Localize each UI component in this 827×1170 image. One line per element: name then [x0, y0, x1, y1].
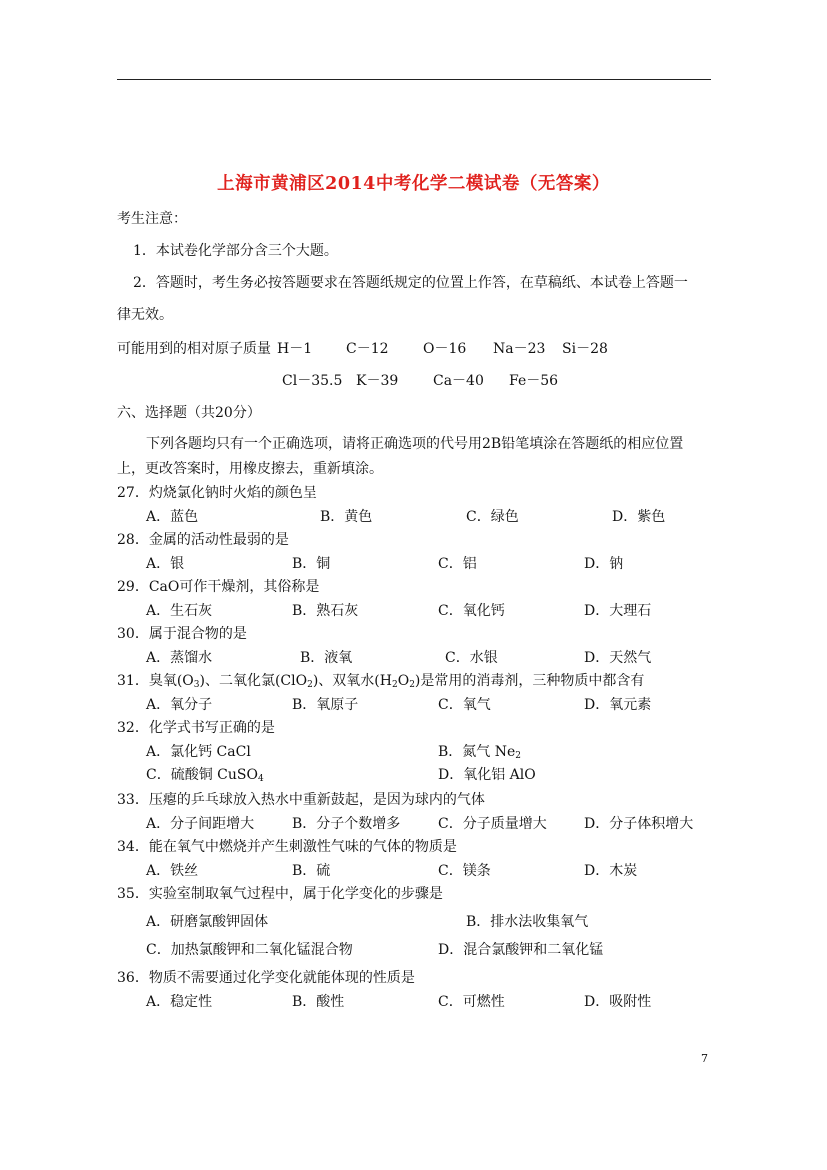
question-32-stem: 32．化学式书写正确的是 [117, 720, 275, 736]
question-27-option-b: B．黄色 [320, 509, 373, 525]
instructions-line-2: 上，更改答案时，用橡皮擦去，重新填涂。 [117, 461, 383, 477]
question-28-option-a: A．银 [146, 556, 185, 572]
question-31-stem: 31．臭氧$(O_3)$、二氧化氯(ClO$_2$)、双氧水$(H_2O_2)$是常用的消毒剂，三种物质中都含有 [117, 673, 645, 690]
page-title: 上海市黄浦区2014中考化学二模试卷（无答案） [217, 174, 610, 194]
question-35-option-c: C．加热氯酸钾和二氧化锰混合物 [146, 942, 353, 958]
question-30-stem: 30．属于混合物的是 [117, 626, 247, 642]
atomic-mass-h: H－1 [277, 341, 313, 357]
atomic-mass-label: 可能用到的相对原子质量 [117, 341, 271, 357]
question-32-option-d: D．氧化铝 AlO [438, 767, 536, 783]
question-36-stem: 36．物质不需要通过化学变化就能体现的性质是 [117, 970, 415, 986]
atomic-mass-k: K－39 [356, 373, 399, 389]
notice-heading: 考生注意： [117, 211, 187, 227]
question-33-stem: 33．压瘪的乒乓球放入热水中重新鼓起，是因为球内的气体 [117, 792, 485, 808]
section-heading: 六、选择题（共20分） [117, 405, 261, 421]
question-36-option-c: C．可燃性 [438, 994, 505, 1010]
question-29-option-d: D．大理石 [584, 603, 652, 619]
atomic-mass-fe: Fe－56 [509, 373, 559, 389]
instructions-line-1: 下列各题均只有一个正确选项，请将正确选项的代号用2B铅笔填涂在答题纸的相应位置 [146, 436, 684, 452]
question-28-stem: 28．金属的活动性最弱的是 [117, 532, 289, 548]
question-30-option-b: B．液氧 [300, 650, 353, 666]
question-31-option-c: C．氧气 [438, 697, 491, 713]
question-27-stem: 27．灼烧氯化钠时火焰的颜色呈 [117, 485, 317, 501]
question-29-option-b: B．熟石灰 [292, 603, 359, 619]
question-35-option-b: B．排水法收集氧气 [466, 914, 589, 930]
question-33-option-b: B．分子个数增多 [292, 816, 401, 832]
question-36-option-d: D．吸附性 [584, 994, 652, 1010]
question-36-option-b: B．酸性 [292, 994, 345, 1010]
atomic-mass-ca: Ca－40 [433, 373, 484, 389]
atomic-mass-cl: Cl－35.5 [282, 373, 343, 389]
question-34-option-a: A．铁丝 [146, 863, 199, 879]
notice-item-2b: 律无效。 [117, 307, 173, 323]
question-28-option-b: B．铜 [292, 556, 331, 572]
question-34-stem: 34．能在氧气中燃烧并产生刺激性气味的气体的物质是 [117, 839, 457, 855]
question-27-option-c: C．绿色 [466, 509, 519, 525]
question-34-option-d: D．木炭 [584, 863, 638, 879]
question-32-option-a: A．氯化钙 CaCl [146, 744, 251, 760]
question-33-option-c: C．分子质量增大 [438, 816, 547, 832]
question-31-option-a: A．氧分子 [146, 697, 213, 713]
question-32-option-c: C．硫酸铜 CuSO$_4$ [146, 767, 264, 784]
notice-item-2a: 2．答题时，考生务必按答题要求在答题纸规定的位置上作答，在草稿纸、本试卷上答题一 [133, 275, 688, 291]
header-rule [117, 79, 711, 80]
question-34-option-b: B．硫 [292, 863, 331, 879]
question-27-option-d: D．紫色 [612, 509, 666, 525]
question-35-stem: 35．实验室制取氧气过程中，属于化学变化的步骤是 [117, 886, 443, 902]
question-31-option-d: D．氧元素 [584, 697, 652, 713]
question-29-option-a: A．生石灰 [146, 603, 213, 619]
atomic-mass-o: O－16 [423, 341, 467, 357]
question-35-option-a: A．研磨氯酸钾固体 [146, 914, 269, 930]
atomic-mass-si: Si－28 [562, 341, 608, 357]
question-27-option-a: A．蓝色 [146, 509, 199, 525]
question-28-option-c: C．铝 [438, 556, 477, 572]
question-33-option-a: A．分子间距增大 [146, 816, 255, 832]
page-number: 7 [701, 1052, 708, 1065]
question-30-option-d: D．天然气 [584, 650, 652, 666]
question-36-option-a: A．稳定性 [146, 994, 213, 1010]
question-30-option-c: C．水银 [445, 650, 498, 666]
question-29-stem: 29．CaO可作干燥剂，其俗称是 [117, 579, 320, 595]
atomic-mass-na: Na－23 [493, 341, 546, 357]
question-34-option-c: C．镁条 [438, 863, 491, 879]
question-33-option-d: D．分子体积增大 [584, 816, 694, 832]
question-35-option-d: D．混合氯酸钾和二氧化锰 [438, 942, 604, 958]
question-28-option-d: D．钠 [584, 556, 624, 572]
question-32-option-b: B．氮气 $Ne_2$ [438, 744, 522, 761]
atomic-mass-c: C－12 [346, 341, 389, 357]
question-31-option-b: B．氧原子 [292, 697, 359, 713]
question-29-option-c: C．氧化钙 [438, 603, 505, 619]
question-30-option-a: A．蒸馏水 [146, 650, 213, 666]
notice-item-1: 1．本试卷化学部分含三个大题。 [133, 243, 338, 259]
